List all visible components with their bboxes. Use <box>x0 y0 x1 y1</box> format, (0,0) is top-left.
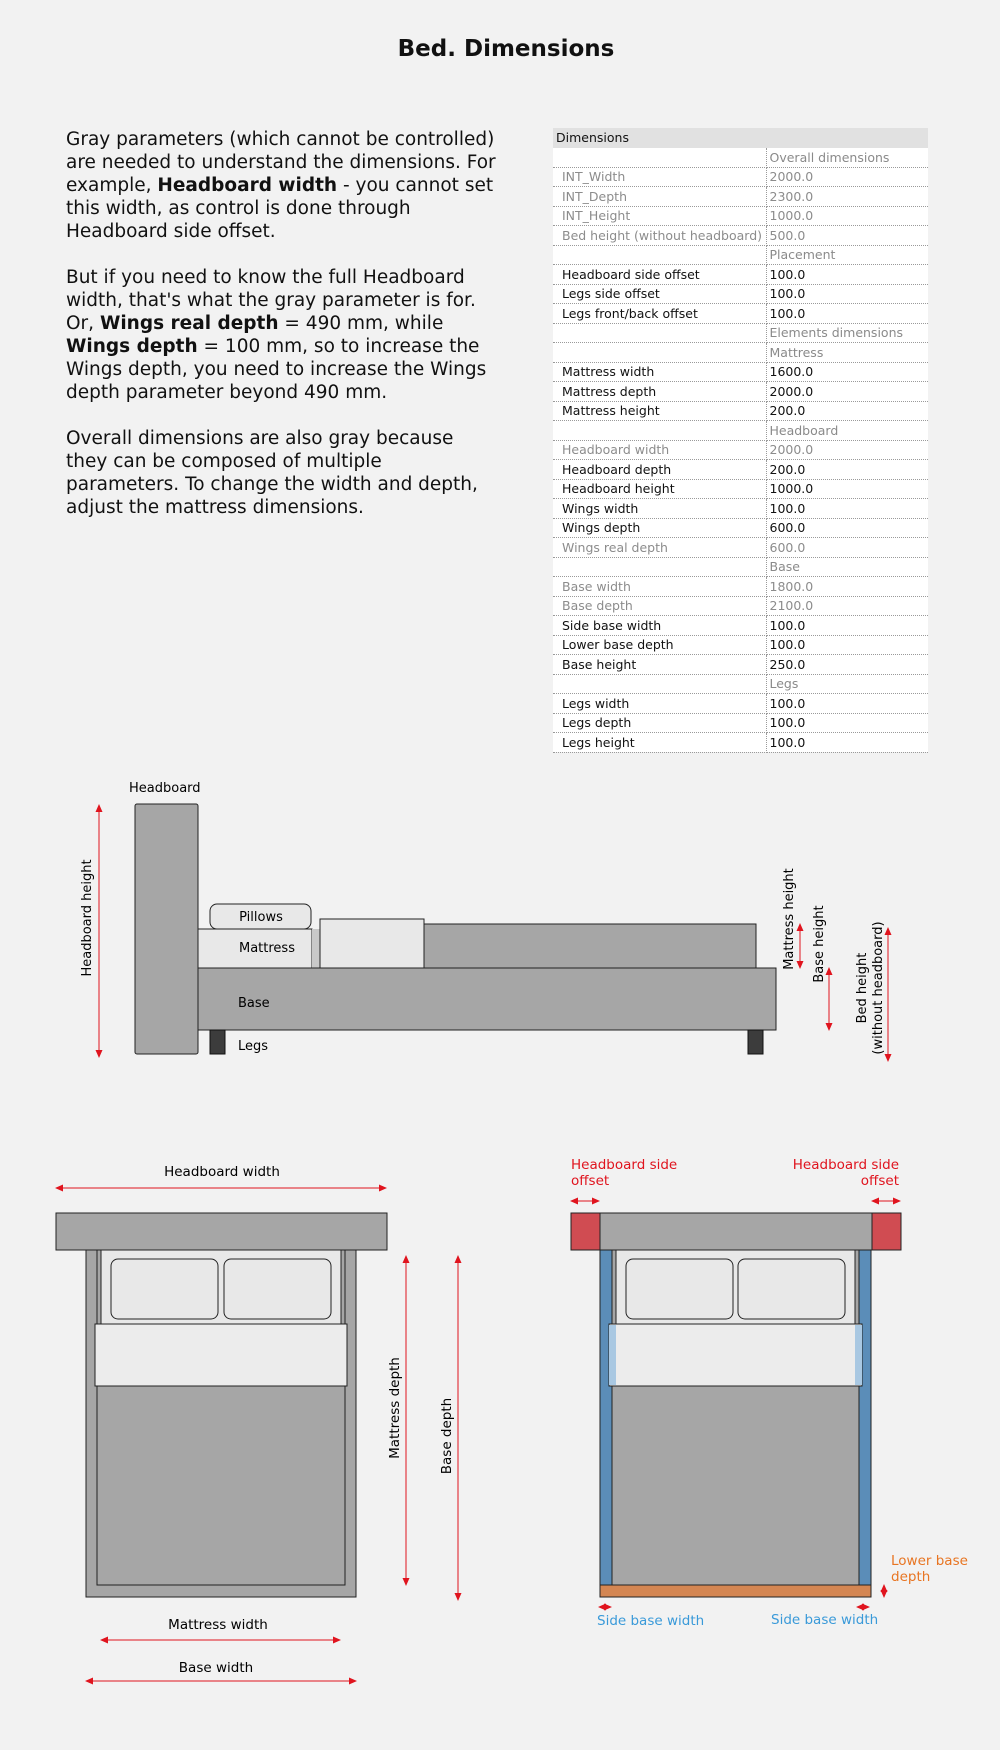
group-label: Headboard <box>766 421 928 441</box>
parameter-value: 100.0 <box>766 616 928 636</box>
parameter-name: Bed height (without headboard) <box>553 226 766 246</box>
intro-paragraph-3: Overall dimensions are also gray because they can be composed of multiple parameters. To change the width and depth, adjust the mattress dimensions. <box>66 428 478 518</box>
bed-height-label-line1: Bed height <box>855 952 870 1024</box>
side-base-width-right-label: Side base width <box>771 1612 879 1628</box>
components-headboard <box>571 1213 901 1250</box>
parameter-name: Headboard height <box>553 479 766 499</box>
parameter-name: Lower base depth <box>553 635 766 655</box>
lower-base-depth-label-2: depth <box>891 1569 931 1585</box>
group-label: Elements dimensions <box>766 323 928 343</box>
parameter-name: Mattress width <box>553 362 766 382</box>
parameter-name: Legs depth <box>553 713 766 733</box>
components-blanket-edge-left <box>609 1325 616 1385</box>
components-blanket-edge-right <box>855 1325 862 1385</box>
headboard-side-offset-right-label-1: Headboard side <box>792 1157 899 1173</box>
parameter-name: Mattress depth <box>553 382 766 402</box>
parameter-value: 1000.0 <box>766 479 928 499</box>
parameter-name: Mattress height <box>553 401 766 421</box>
components-blanket-fold <box>609 1324 862 1386</box>
parameter-value: 200.0 <box>766 401 928 421</box>
top-pillow-left <box>111 1259 218 1319</box>
parameter-name: INT_Height <box>553 206 766 226</box>
parameter-name: Base height <box>553 655 766 675</box>
parameter-name: Side base width <box>553 616 766 636</box>
parameter-name: Wings real depth <box>553 538 766 558</box>
parameter-name: INT_Depth <box>553 187 766 207</box>
headboard-side-offset-left-label-2: offset <box>571 1173 610 1189</box>
parameter-name: Legs height <box>553 733 766 753</box>
group-label: Legs <box>766 674 928 694</box>
mattress-body-shape <box>420 924 756 968</box>
pillows-label: Pillows <box>239 910 283 925</box>
parameter-value: 100.0 <box>766 304 928 324</box>
pillow-block-shape <box>320 919 424 968</box>
parameter-value: 1600.0 <box>766 362 928 382</box>
headboard-label: Headboard <box>129 781 201 796</box>
headboard-width-label: Headboard width <box>164 1164 280 1180</box>
parameter-value: 600.0 <box>766 518 928 538</box>
components-pillow-left <box>626 1259 733 1319</box>
parameter-value: 100.0 <box>766 635 928 655</box>
mattress-label: Mattress <box>239 941 295 956</box>
intro-paragraph-2: But if you need to know the full Headboard width, that's what the gray parameter is for. Or, Wings real depth = 490 mm, while Wings depth = 100 mm, so to increase the Wings depth, you need to increase the Wings depth parameter beyond 490 mm. <box>66 267 487 403</box>
headboard-height-label: Headboard height <box>80 859 95 977</box>
components-pillow-right <box>738 1259 845 1319</box>
top-headboard-shape <box>56 1213 387 1250</box>
leg-back <box>748 1030 763 1054</box>
base-label: Base <box>238 996 270 1011</box>
parameter-name: Base depth <box>553 596 766 616</box>
parameter-value: 100.0 <box>766 499 928 519</box>
base-height-label: Base height <box>812 905 827 983</box>
parameter-value: 500.0 <box>766 226 928 246</box>
parameter-name: Legs side offset <box>553 284 766 304</box>
parameter-value: 2100.0 <box>766 596 928 616</box>
page-title: Bed. Dimensions <box>397 36 615 62</box>
parameter-value: 100.0 <box>766 284 928 304</box>
parameter-name: Headboard side offset <box>553 265 766 285</box>
top-view <box>56 1164 458 1681</box>
side-base-width-left-label: Side base width <box>597 1613 705 1629</box>
headboard-side-offset-right <box>872 1213 901 1250</box>
parameter-value: 100.0 <box>766 733 928 753</box>
mattress-width-label: Mattress width <box>168 1617 268 1633</box>
lower-base <box>600 1585 871 1597</box>
mattress-side-shadow <box>312 929 320 968</box>
parameter-value: 250.0 <box>766 655 928 675</box>
leg-front <box>210 1030 225 1054</box>
parameter-value: 100.0 <box>766 265 928 285</box>
parameter-name: Legs front/back offset <box>553 304 766 324</box>
base-shape <box>198 968 776 1030</box>
parameter-name: Headboard width <box>553 440 766 460</box>
headboard-shape <box>135 804 198 1054</box>
base-width-label: Base width <box>178 1660 254 1676</box>
parameter-value: 2300.0 <box>766 187 928 207</box>
parameter-name: INT_Width <box>553 167 766 187</box>
parameter-name: Base width <box>553 577 766 597</box>
headboard-side-offset-left-label-1: Headboard side <box>571 1157 678 1173</box>
parameter-value: 1800.0 <box>766 577 928 597</box>
parameter-value: 100.0 <box>766 713 928 733</box>
mattress-depth-label: Mattress depth <box>387 1357 403 1459</box>
parameter-value: 1000.0 <box>766 206 928 226</box>
side-view <box>80 781 888 1061</box>
group-label: Placement <box>766 245 928 265</box>
parameter-value: 200.0 <box>766 460 928 480</box>
top-pillow-right <box>224 1259 331 1319</box>
base-depth-label: Base depth <box>439 1397 455 1475</box>
parameter-name: Legs width <box>553 694 766 714</box>
parameter-name: Headboard depth <box>553 460 766 480</box>
headboard-side-offset-right-label-2: offset <box>860 1173 899 1189</box>
headboard-side-offset-left <box>571 1213 600 1250</box>
bed-height-label-line2: (without headboard) <box>871 921 886 1055</box>
group-label: Overall dimensions <box>766 148 928 168</box>
group-label: Mattress <box>766 343 928 363</box>
parameter-value: 2000.0 <box>766 440 928 460</box>
lower-base-depth-label-1: Lower base <box>891 1553 968 1569</box>
parameter-name: Wings depth <box>553 518 766 538</box>
top-blanket-fold <box>95 1324 347 1386</box>
parameter-name: Wings width <box>553 499 766 519</box>
legs-label: Legs <box>238 1039 269 1054</box>
parameter-value: 600.0 <box>766 538 928 558</box>
parameter-value: 100.0 <box>766 694 928 714</box>
group-label: Base <box>766 557 928 577</box>
parameter-value: 2000.0 <box>766 382 928 402</box>
intro-paragraph-1: Gray parameters (which cannot be controlled) are needed to understand the dimensions. For example, Headboard width - you cannot set this width, as control is done through Headboard side offset. <box>66 129 496 242</box>
table-header: Dimensions <box>553 128 928 148</box>
parameter-value: 2000.0 <box>766 167 928 187</box>
mattress-height-label: Mattress height <box>782 868 797 970</box>
components-view <box>571 1157 968 1629</box>
